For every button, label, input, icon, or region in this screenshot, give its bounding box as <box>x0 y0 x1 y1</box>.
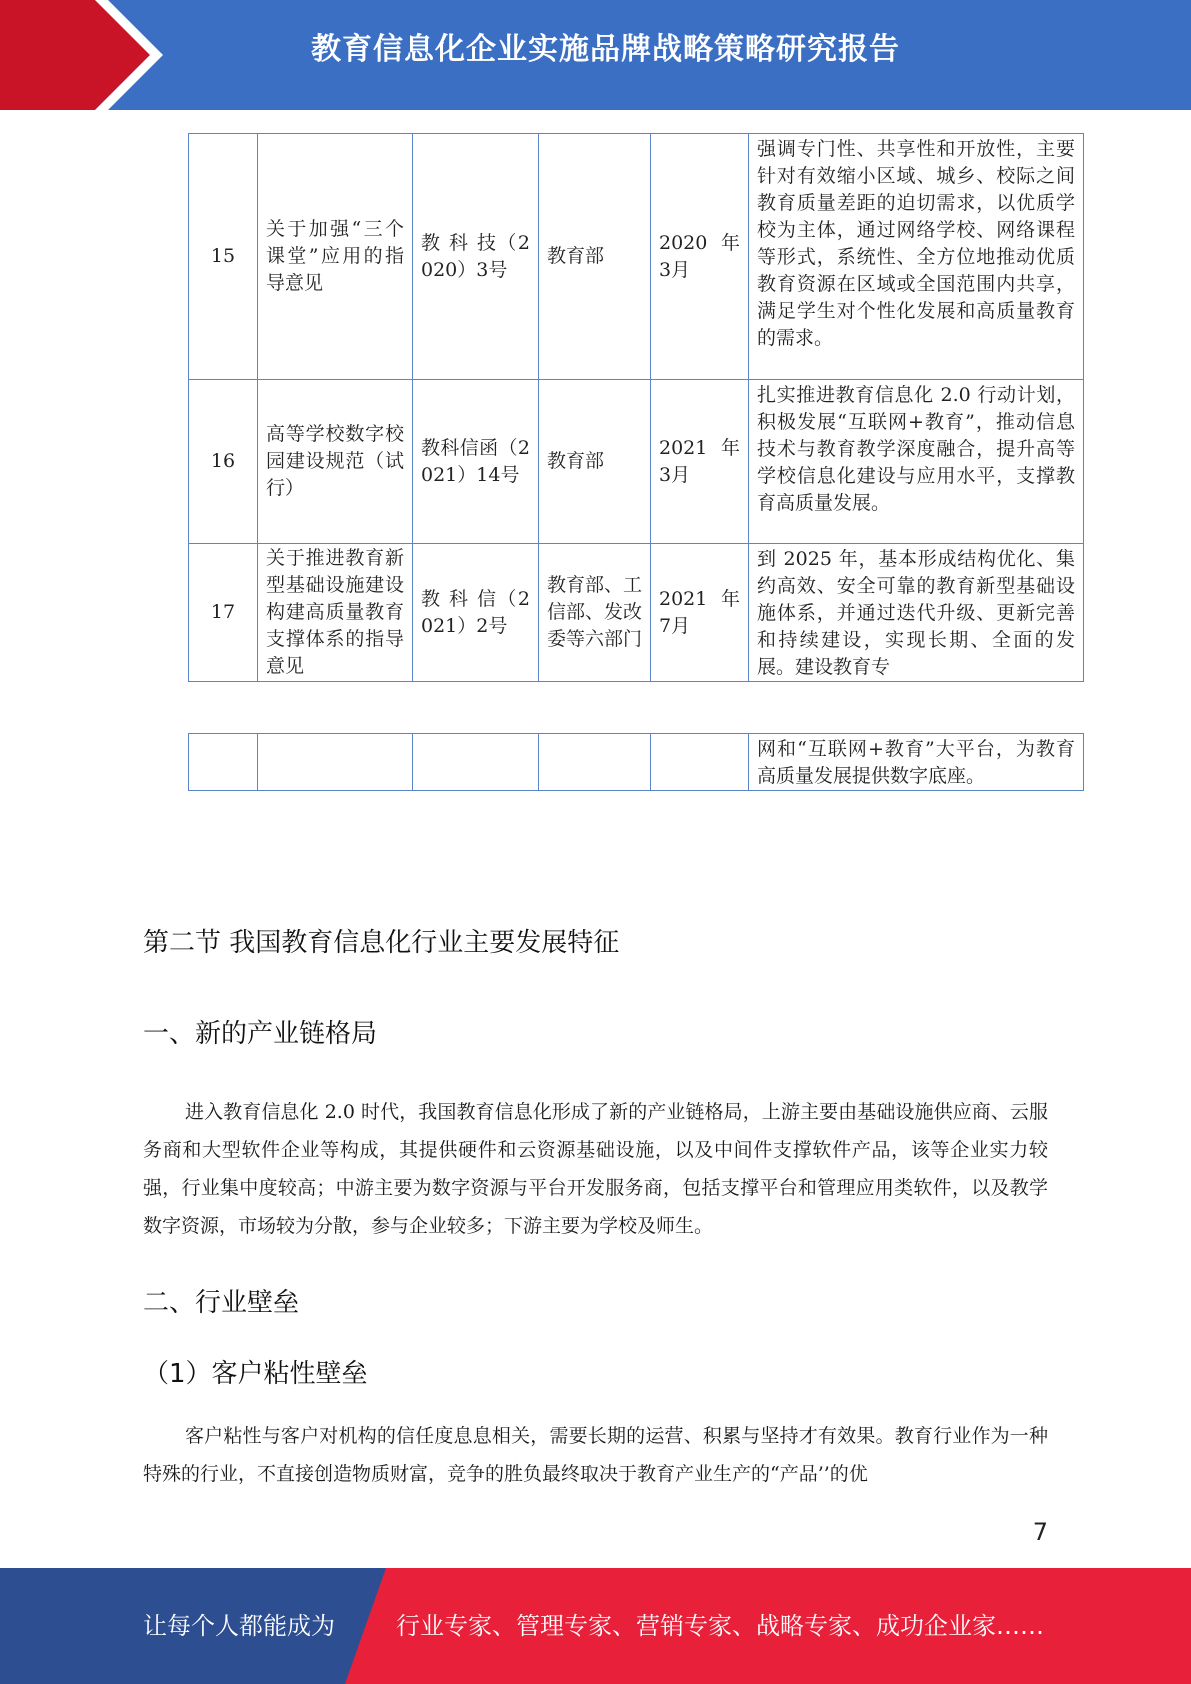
row-number <box>189 734 258 791</box>
issuing-authority: 教育部、工信部、发改委等六部门 <box>539 544 651 682</box>
policy-content: 扎实推进教育信息化 2.0 行动计划，积极发展“互联网+教育”，推动信息技术与教育教学深度融合，提升高等学校信息化建设与应用水平，支撑教育高质量发展。 <box>749 380 1084 544</box>
policy-name: 关于加强“三个课堂”应用的指导意见 <box>258 134 413 380</box>
document-number: 教 科 信（2021）2号 <box>413 544 539 682</box>
table-row <box>189 134 1084 380</box>
subsection-heading: 二、行业壁垒 <box>143 1288 300 1318</box>
issuing-authority: 教育部 <box>539 380 651 544</box>
table-row <box>189 380 1084 544</box>
page-footer <box>0 1568 1191 1684</box>
policy-name: 关于推进教育新型基础设施建设构建高质量教育支撑体系的指导意见 <box>258 544 413 682</box>
table-row <box>189 544 1084 682</box>
policy-content: 到 2025 年，基本形成结构优化、集约高效、安全可靠的教育新型基础设施体系，并通过迭代升级、更新完善和持续建设，实现长期、全面的发展。建设教育专 <box>749 544 1084 682</box>
table-row <box>189 734 1084 791</box>
subsection-heading: 一、新的产业链格局 <box>143 1019 378 1049</box>
policy-content: 网和“互联网+教育”大平台，为教育高质量发展提供数字底座。 <box>749 734 1084 791</box>
policy-name <box>258 734 413 791</box>
section-heading: 第二节 我国教育信息化行业主要发展特征 <box>143 928 620 958</box>
policy-name: 高等学校数字校园建设规范（试行） <box>258 380 413 544</box>
issue-date: 2020 年3月 <box>651 134 749 380</box>
policy-table-continuation <box>188 733 1084 791</box>
row-number: 15 <box>189 134 258 380</box>
page-number: 7 <box>1032 1518 1048 1546</box>
issue-date <box>651 734 749 791</box>
document-number: 教科信函（2021）14号 <box>413 380 539 544</box>
row-number: 16 <box>189 380 258 544</box>
issuing-authority: 教育部 <box>539 134 651 380</box>
document-number: 教 科 技（2020）3号 <box>413 134 539 380</box>
document-title: 教育信息化企业实施品牌战略策略研究报告 <box>311 32 900 67</box>
footer-slogan-right: 行业专家、管理专家、营销专家、战略专家、成功企业家…… <box>396 1612 1044 1640</box>
issue-date: 2021 年7月 <box>651 544 749 682</box>
document-number <box>413 734 539 791</box>
policy-content: 强调专门性、共享性和开放性，主要针对有效缩小区域、城乡、校际之间教育质量差距的迫切需求，以优质学校为主体，通过网络学校、网络课程等形式，系统性、全方位地推动优质教育资源在区域或全国范围内共享，满足学生对个性化发展和高质量教育的需求。 <box>749 134 1084 380</box>
policy-table <box>188 133 1084 682</box>
item-heading: （1）客户粘性壁垒 <box>143 1359 368 1389</box>
row-number: 17 <box>189 544 258 682</box>
paragraph: 客户粘性与客户对机构的信任度息息相关，需要长期的运营、积累与坚持才有效果。教育行业作为一种特殊的行业，不直接创造物质财富，竞争的胜负最终取决于教育产业生产的“产品’’的优 <box>143 1425 1048 1485</box>
footer-slogan-left: 让每个人都能成为 <box>143 1612 335 1640</box>
paragraph: 进入教育信息化 2.0 时代，我国教育信息化形成了新的产业链格局，上游主要由基础设施供应商、云服务商和大型软件企业等构成，其提供硬件和云资源基础设施，以及中间件支撑软件产品，该等企业实力较强，行业集中度较高；中游主要为数字资源与平台开发服务商，包括支撑平台和管理应用类软件，以及教学数字资源，市场较为分散，参与企业较多；下游主要为学校及师生。 <box>143 1101 1048 1237</box>
issuing-authority <box>539 734 651 791</box>
issue-date: 2021 年3月 <box>651 380 749 544</box>
page-header <box>0 0 1191 110</box>
